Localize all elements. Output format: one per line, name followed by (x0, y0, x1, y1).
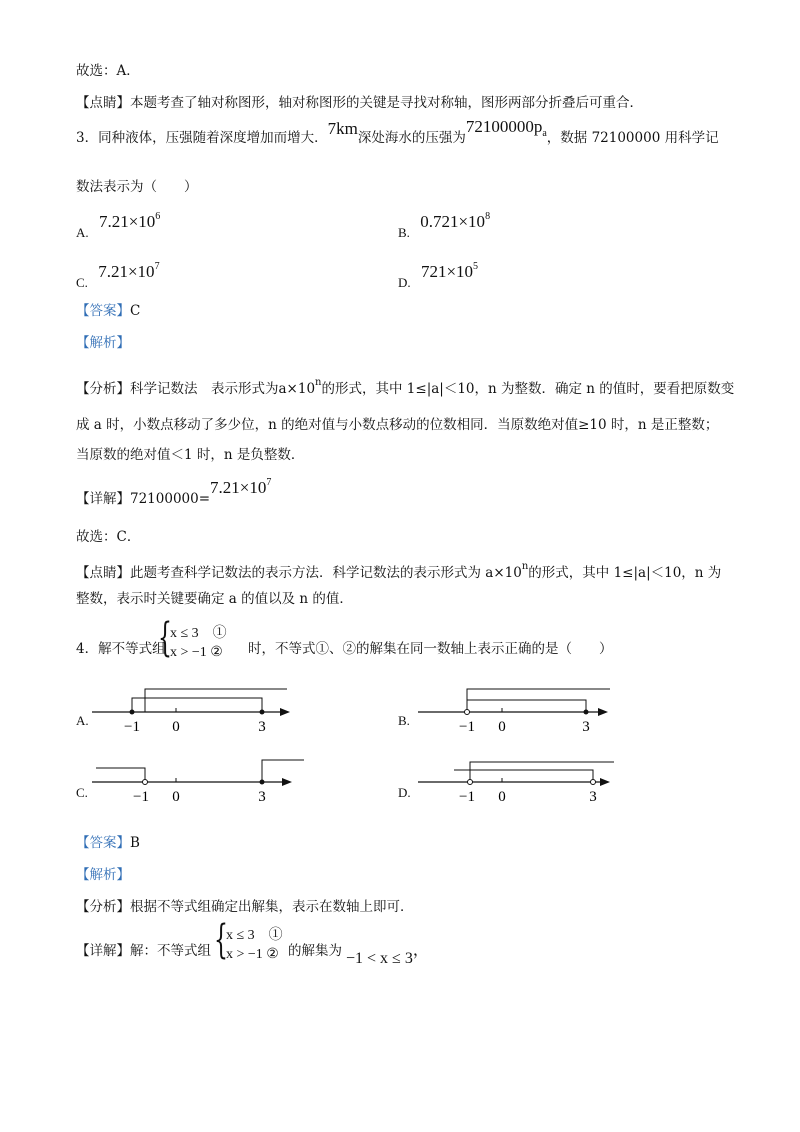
q3-answer (76, 302, 140, 320)
tick-label-0: 0 (172, 789, 180, 805)
segment-le-3 (132, 698, 262, 712)
q3-dianjing-line-1 (76, 558, 721, 582)
q3-stem-b: 深处海水的压强为 (357, 130, 466, 146)
commentary-line-1: 【点睛】本题考查了轴对称图形，轴对称图形的关键是寻找对称轴，图形两部分折叠后可重合． (76, 95, 643, 111)
q3-option-b-base: 0.721×10 (420, 212, 486, 231)
q4-sys-row-2: x > −1 ② (170, 645, 223, 660)
q4-stem-a: 4．解不等式组 (76, 641, 166, 657)
ray-gt-minus1 (145, 689, 287, 712)
q3-fenxi-1b: 的形式，其中 1≤|a|＜10，n 为整数．确定 n 的值时，要看把原数变 (321, 381, 735, 397)
q3-fenxi-line-2: 成 a 时，小数点移动了多少位，n 的绝对值与小数点移动的位数相同．当原数绝对值≥10 时，n 是正整数； (76, 417, 719, 433)
q3-stem-a: 3．同种液体，压强随着深度增加而增大． (76, 130, 328, 146)
tick-label-0: 0 (498, 719, 506, 735)
q4-option-d-label: D. (398, 785, 411, 800)
q3-stem-c: ，数据 72100000 用科学记 (546, 130, 719, 146)
q3-option-c-expr (98, 262, 159, 281)
q4-result-expr: −1 < x ≤ 3 (346, 950, 413, 967)
axis-arrow (280, 708, 290, 716)
conclusion-line-1: 故选：A． (76, 63, 140, 79)
q4-xiangjie-brace: { (214, 917, 228, 963)
q3-option-a-exp: 6 (155, 211, 161, 222)
q3-option-a-expr (99, 212, 160, 231)
q3-option-c-base: 7.21×10 (98, 262, 155, 281)
tick-label-minus1: −1 (124, 719, 140, 735)
q4-result-comma: ， (412, 942, 429, 959)
axis-arrow (598, 708, 608, 716)
q3-conclusion: 故选：C． (76, 529, 141, 545)
tick-label-0: 0 (172, 719, 180, 735)
q4-option-b-label: B. (398, 713, 410, 728)
q3-xiangjie-tag: 【详解】 (76, 491, 130, 507)
q3-option-a-base: 7.21×10 (98, 212, 156, 231)
q4-analysis-heading: 【解析】 (76, 867, 130, 883)
solid-dot-3 (584, 710, 589, 715)
ray-lt-3 (454, 770, 593, 782)
q3-option-d-label: D. (398, 275, 411, 290)
ray-gt-minus1 (470, 762, 614, 782)
q3-pressure-value: 72100000 (465, 117, 534, 136)
q3-option-b-expr (420, 212, 490, 231)
q3-dianjing-1b: 的形式，其中 1≤|a|＜10，n 为 (528, 565, 722, 581)
q3-pressure (465, 117, 547, 139)
q3-answer-tag: 【答案】 (76, 303, 130, 319)
q4-result (346, 942, 429, 968)
q4-xiangjie-system (214, 917, 283, 966)
hollow-dot-minus1 (143, 780, 148, 785)
q3-depth: 7km (327, 119, 358, 138)
q3-fenxi-line-3: 当原数的绝对值＜1 时，n 是负整数． (76, 447, 305, 463)
q3-fenxi-line-1 (76, 374, 734, 398)
q3-option-c-label: C. (76, 275, 88, 290)
q4-xiangjie-b: 的解集为 (288, 943, 342, 959)
q3-option-a-label: A. (76, 225, 89, 240)
q3-dianjing-tag: 【点睛】 (76, 565, 130, 581)
q3-fenxi-1-n: n (315, 377, 322, 388)
tick-label-0: 0 (498, 789, 506, 805)
q3-xiangjie-exp: 7 (266, 477, 272, 488)
q4-xiangjie-text-a: 解：不等式组 (130, 943, 211, 959)
ray-lt-minus1 (96, 768, 145, 782)
hollow-dot-3 (591, 780, 596, 785)
q3-option-c-exp: 7 (154, 261, 160, 272)
q4-fenxi-text: 根据不等式组确定出解集，表示在数轴上即可． (130, 899, 414, 915)
axis-arrow (600, 778, 610, 786)
q4-number-line-d (418, 752, 623, 812)
q3-stem-line-2: 数法表示为（ ） (76, 179, 198, 195)
tick-label-minus1: −1 (133, 789, 149, 805)
tick-label-3: 3 (258, 719, 266, 735)
q4-fenxi (76, 898, 414, 916)
q4-xiangjie-a (76, 942, 211, 960)
q3-stem-line-1 (76, 117, 719, 153)
q4-inequality-system (158, 615, 227, 664)
q3-xiangjie-base: 7.21×10 (210, 478, 267, 497)
q4-xiangjie-row-2: x > −1 ② (226, 947, 279, 962)
q3-analysis-heading: 【解析】 (76, 335, 130, 351)
q3-fenxi-tag: 【分析】 (76, 381, 130, 397)
q4-sys-row-1: x ≤ 3 ① (170, 626, 227, 641)
q3-option-b-exp: 8 (485, 211, 491, 222)
q3-xiangjie-text: 72100000= (130, 491, 211, 507)
q3-option-d-exp: 5 (473, 261, 479, 272)
q3-option-c (76, 261, 160, 292)
solid-dot-3 (260, 710, 265, 715)
tick-label-3: 3 (589, 789, 597, 805)
q3-xiangjie (76, 477, 272, 508)
q4-number-line-c (92, 752, 312, 812)
tick-label-minus1: −1 (459, 719, 475, 735)
tick-label-3: 3 (258, 789, 266, 805)
solid-dot-minus1 (130, 710, 135, 715)
tick-label-minus1: −1 (459, 789, 475, 805)
q4-number-line-a (92, 682, 302, 742)
q3-option-b-label: B. (398, 225, 410, 240)
q3-dianjing-1: 此题考查科学记数法的表示方法．科学记数法的表示形式为 a×10 (130, 565, 522, 581)
hollow-dot-minus1 (468, 780, 473, 785)
q4-number-line-b (418, 682, 618, 742)
q3-answer-value: C (130, 303, 141, 319)
q4-xiangjie-row-1: x ≤ 3 ① (226, 928, 283, 943)
q3-option-d-base: 721×10 (420, 262, 474, 281)
axis-arrow (282, 778, 292, 786)
q3-fenxi-1: 科学记数法 表示形式为a×10 (130, 381, 316, 397)
q3-dianjing-1-n: n (521, 561, 529, 572)
segment-le-3 (467, 700, 586, 712)
q3-pressure-unit: p (533, 117, 543, 136)
q3-option-d-expr (421, 262, 478, 281)
tick-label-3: 3 (582, 719, 590, 735)
q4-answer-tag: 【答案】 (76, 835, 130, 851)
solid-dot-3 (260, 780, 265, 785)
q4-brace: { (158, 615, 172, 661)
q4-answer (76, 834, 140, 852)
q4-stem-b: 时，不等式①、②的解集在同一数轴上表示正确的是（ ） (248, 641, 613, 657)
q3-pressure-unit-sub: a (542, 128, 547, 139)
q4-answer-value: B (130, 835, 140, 851)
q4-option-a-label: A. (76, 713, 89, 728)
q4-xiangjie-tag: 【详解】 (76, 943, 130, 959)
q3-dianjing-line-2: 整数，表示时关键要确定 a 的值以及 n 的值． (76, 591, 353, 607)
q4-fenxi-tag: 【分析】 (76, 899, 130, 915)
q3-xiangjie-expr (210, 478, 271, 497)
q4-option-c-label: C. (76, 785, 88, 800)
q3-option-a (76, 211, 161, 242)
q3-option-b (398, 211, 491, 242)
hollow-dot-minus1 (465, 710, 470, 715)
q3-option-d (398, 261, 479, 292)
